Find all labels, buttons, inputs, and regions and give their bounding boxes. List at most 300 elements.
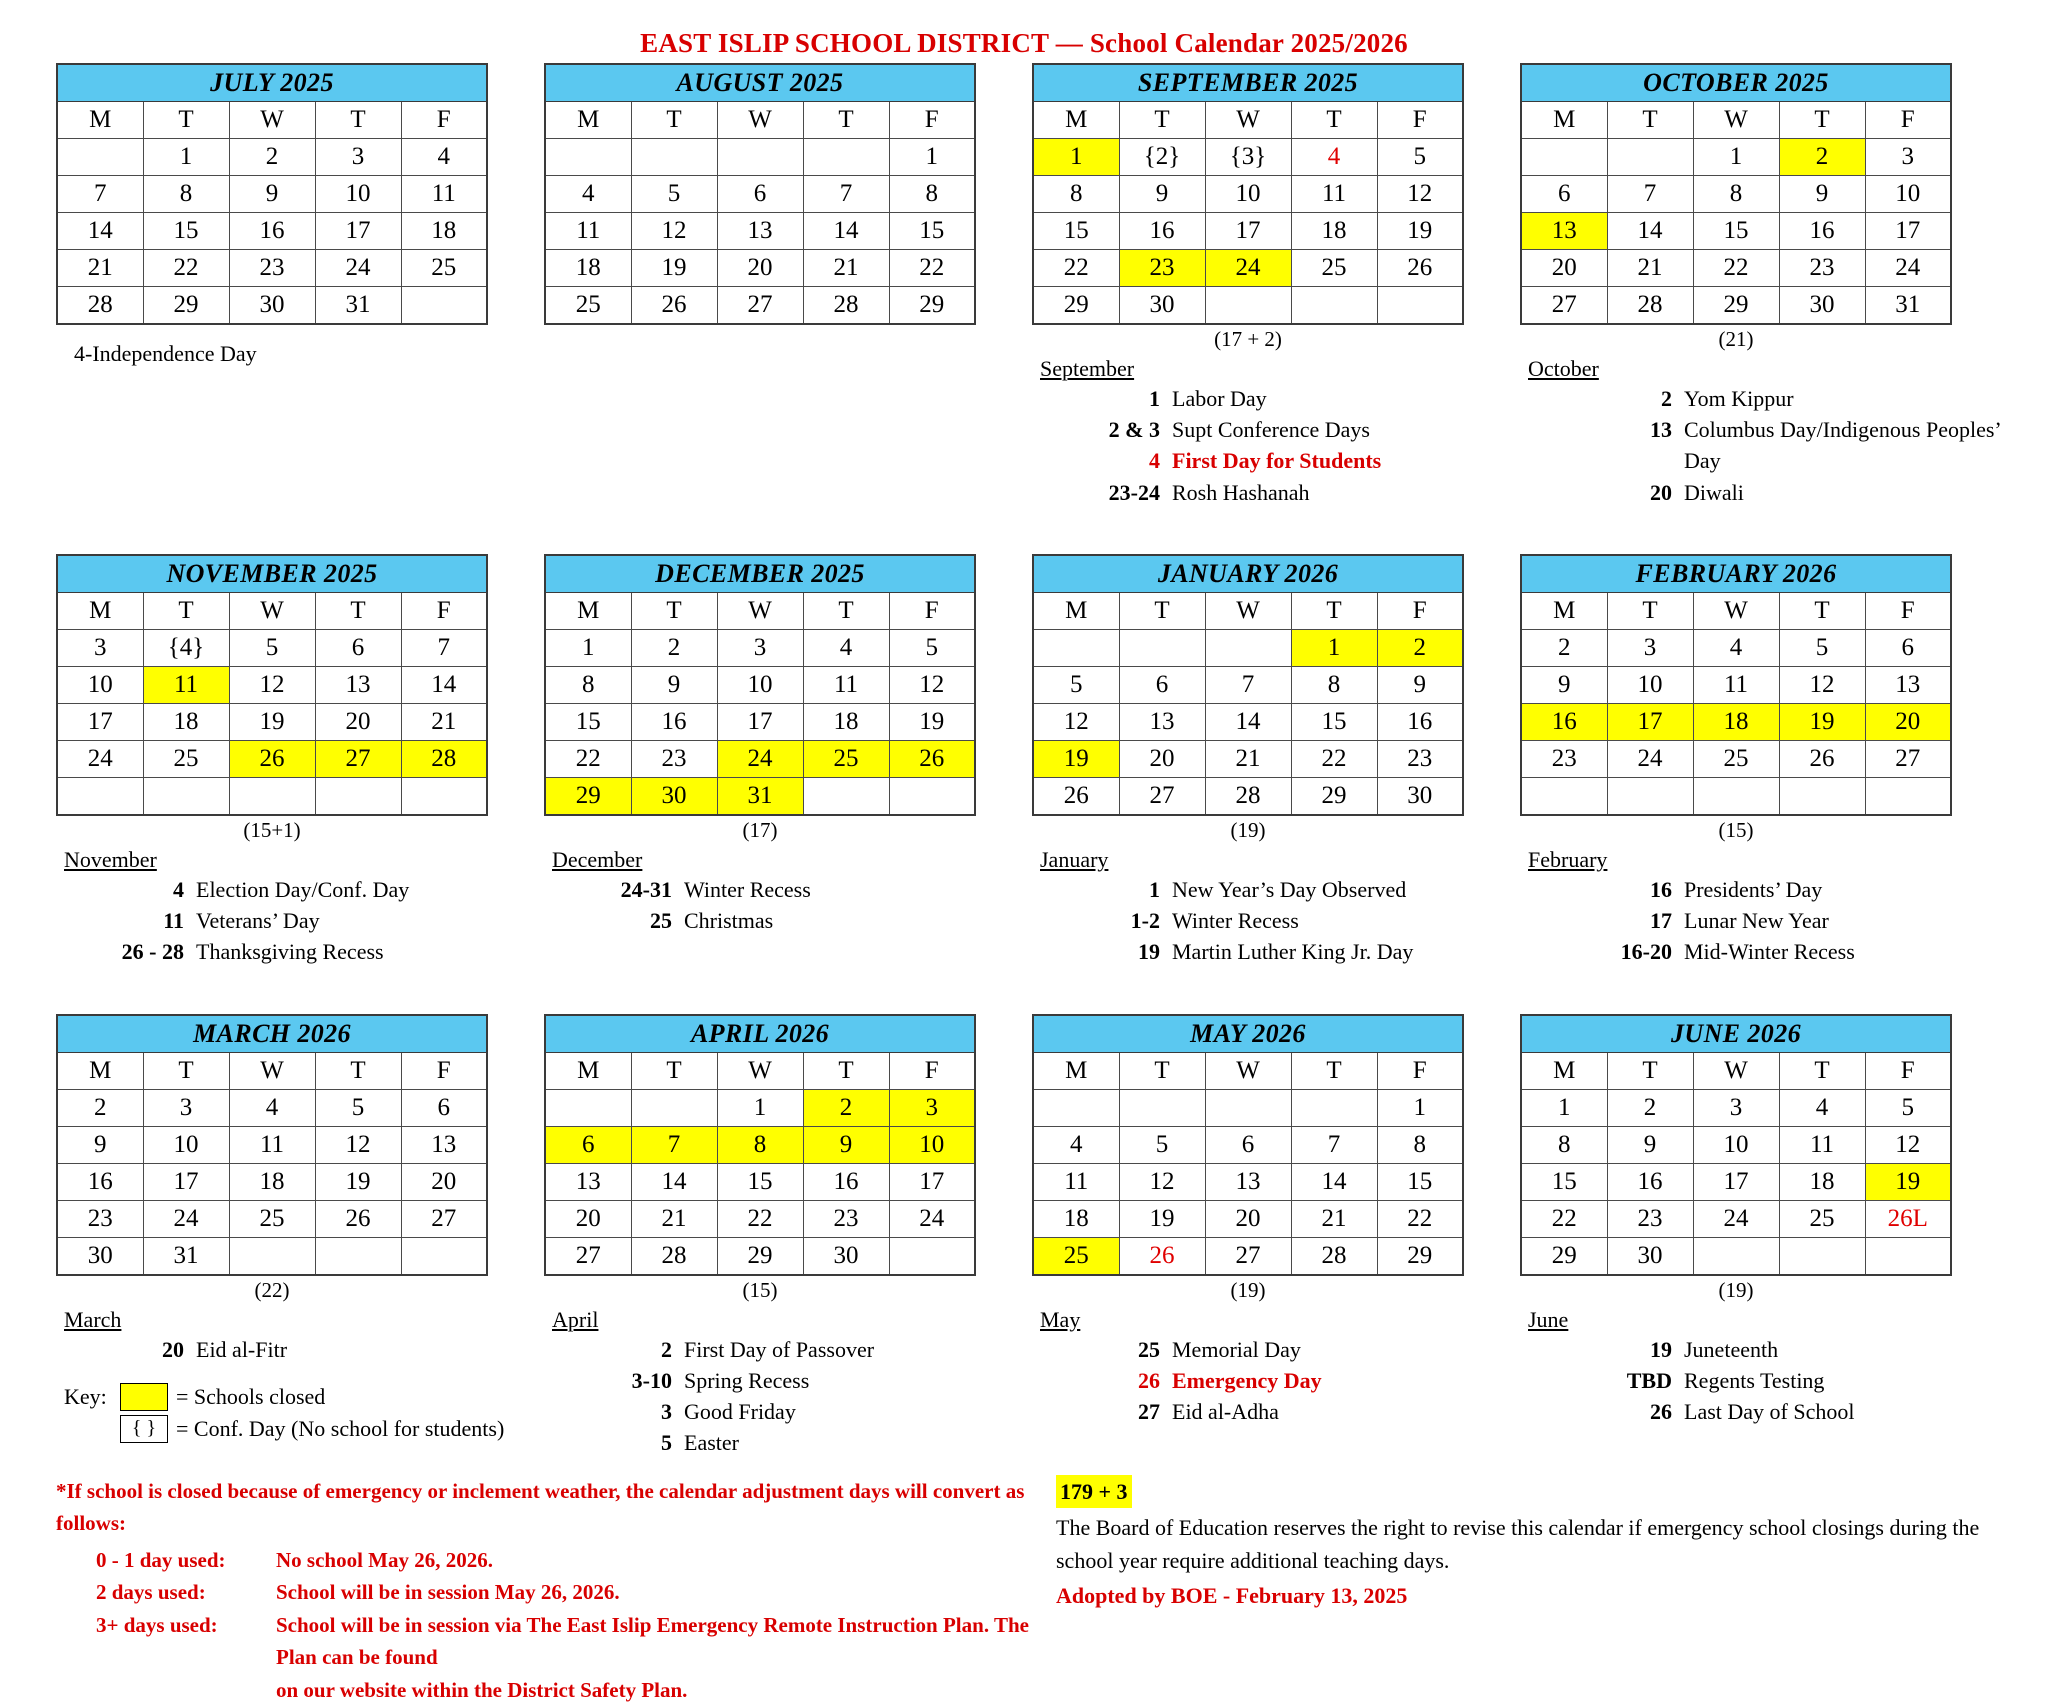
calendar-empty-cell — [1607, 139, 1693, 176]
calendar-day-cell[interactable]: 29 — [1033, 287, 1119, 325]
calendar-day-cell[interactable]: 18 — [1291, 213, 1377, 250]
calendar-week-row — [57, 1237, 487, 1275]
calendar-day-cell[interactable]: 30 — [1779, 287, 1865, 325]
calendar-day-cell[interactable]: 20 — [1205, 1200, 1291, 1237]
month-block-december — [544, 554, 1032, 968]
calendar-day-cell[interactable]: 10 — [1205, 176, 1291, 213]
calendar-day-cell[interactable]: 1 — [1521, 1089, 1607, 1126]
calendar-day-cell[interactable]: 5 — [1865, 1089, 1951, 1126]
note-date: 19 — [1650, 1336, 1672, 1362]
calendar-day-cell[interactable]: 1 — [1033, 139, 1119, 176]
calendar-day-cell[interactable]: 8 — [143, 176, 229, 213]
calendar-day-cell[interactable]: 25 — [229, 1200, 315, 1237]
note-text: Rosh Hashanah — [1172, 479, 1310, 505]
calendar-day-cell[interactable]: 21 — [1291, 1200, 1377, 1237]
calendar-day-cell[interactable]: 10 — [57, 666, 143, 703]
calendar-day-cell[interactable]: 26 — [229, 740, 315, 777]
calendar-day-cell[interactable]: 24 — [717, 740, 803, 777]
calendar-day-cell[interactable]: 11 — [545, 213, 631, 250]
calendar-day-cell[interactable]: 18 — [1693, 703, 1779, 740]
month-title-march: MARCH 2026 — [57, 1015, 487, 1053]
calendar-day-cell[interactable]: 3 — [143, 1089, 229, 1126]
calendar-day-cell[interactable]: 13 — [1205, 1163, 1291, 1200]
calendar-day-cell[interactable]: 21 — [1607, 250, 1693, 287]
calendar-day-cell[interactable]: 5 — [1779, 629, 1865, 666]
calendar-day-cell[interactable]: 2 — [631, 629, 717, 666]
calendar-empty-cell — [1291, 287, 1377, 325]
calendar-day-cell[interactable]: 1 — [1291, 629, 1377, 666]
calendar-day-cell[interactable]: 6 — [1119, 666, 1205, 703]
calendar-day-cell[interactable]: {4} — [143, 629, 229, 666]
calendar-day-cell[interactable]: 19 — [315, 1163, 401, 1200]
calendar-day-cell[interactable]: 3 — [717, 629, 803, 666]
calendar-day-cell[interactable]: 15 — [1693, 213, 1779, 250]
calendar-day-cell[interactable]: 31 — [315, 287, 401, 325]
calendar-day-cell[interactable]: 14 — [1291, 1163, 1377, 1200]
calendar-day-cell[interactable]: 30 — [229, 287, 315, 325]
calendar-day-cell[interactable]: 5 — [1377, 139, 1463, 176]
calendar-day-cell[interactable]: 8 — [889, 176, 975, 213]
calendar-day-cell[interactable]: 9 — [229, 176, 315, 213]
calendar-day-cell[interactable]: 9 — [1779, 176, 1865, 213]
calendar-day-cell[interactable]: 25 — [1779, 1200, 1865, 1237]
calendar-day-cell[interactable]: 25 — [401, 250, 487, 287]
calendar-day-cell[interactable]: 30 — [1119, 287, 1205, 325]
notes-october — [1520, 356, 2008, 508]
calendar-day-cell[interactable]: 10 — [315, 176, 401, 213]
calendar-day-cell[interactable]: 5 — [631, 176, 717, 213]
calendar-day-cell[interactable]: 12 — [889, 666, 975, 703]
calendar-day-cell[interactable]: 7 — [1607, 176, 1693, 213]
calendar-day-cell[interactable]: 14 — [1205, 703, 1291, 740]
calendar-day-cell[interactable]: 25 — [143, 740, 229, 777]
note-line — [1520, 477, 2008, 508]
calendar-day-cell[interactable]: 3 — [57, 629, 143, 666]
calendar-day-cell[interactable]: 19 — [631, 250, 717, 287]
calendar-day-cell[interactable]: 19 — [1033, 740, 1119, 777]
calendar-day-cell[interactable]: 7 — [1291, 1126, 1377, 1163]
calendar-day-cell[interactable]: 7 — [401, 629, 487, 666]
calendar-day-cell[interactable]: {3} — [1205, 139, 1291, 176]
calendar-day-cell[interactable]: 20 — [717, 250, 803, 287]
dow-w: W — [229, 102, 315, 139]
calendar-day-cell[interactable]: 29 — [545, 777, 631, 815]
calendar-day-cell[interactable]: 31 — [1865, 287, 1951, 325]
calendar-day-cell[interactable]: 19 — [1119, 1200, 1205, 1237]
calendar-day-cell[interactable]: 8 — [1377, 1126, 1463, 1163]
calendar-day-cell[interactable]: 27 — [1865, 740, 1951, 777]
calendar-day-cell[interactable]: 22 — [545, 740, 631, 777]
calendar-day-cell[interactable]: 2 — [229, 139, 315, 176]
calendar-day-cell[interactable]: 27 — [717, 287, 803, 325]
calendar-day-cell[interactable]: 22 — [889, 250, 975, 287]
dow-t1: T — [1607, 102, 1693, 139]
calendar-day-cell[interactable]: 9 — [1607, 1126, 1693, 1163]
calendar-day-cell[interactable]: 15 — [545, 703, 631, 740]
calendar-day-cell[interactable]: 13 — [1521, 213, 1607, 250]
calendar-day-cell[interactable]: 16 — [803, 1163, 889, 1200]
calendar-day-cell[interactable]: 16 — [631, 703, 717, 740]
calendar-day-cell[interactable]: 23 — [803, 1200, 889, 1237]
calendar-day-cell[interactable]: 28 — [803, 287, 889, 325]
calendar-day-cell[interactable]: 12 — [1119, 1163, 1205, 1200]
calendar-day-cell[interactable]: 4 — [401, 139, 487, 176]
calendar-day-cell[interactable]: 16 — [229, 213, 315, 250]
calendar-day-cell[interactable]: 4 — [1779, 1089, 1865, 1126]
calendar-day-cell[interactable]: 12 — [631, 213, 717, 250]
calendar-day-cell[interactable]: 12 — [1033, 703, 1119, 740]
calendar-day-cell[interactable]: 14 — [401, 666, 487, 703]
calendar-day-cell[interactable]: 29 — [889, 287, 975, 325]
calendar-day-cell[interactable]: 15 — [1291, 703, 1377, 740]
calendar-day-cell[interactable]: {2} — [1119, 139, 1205, 176]
calendar-day-cell[interactable]: 24 — [889, 1200, 975, 1237]
calendar-day-cell[interactable]: 29 — [143, 287, 229, 325]
calendar-week-row — [1033, 703, 1463, 740]
calendar-day-cell[interactable]: 9 — [1119, 176, 1205, 213]
calendar-day-cell[interactable]: 26 — [1033, 777, 1119, 815]
calendar-table-october — [1520, 63, 1952, 325]
calendar-day-cell[interactable]: 5 — [889, 629, 975, 666]
calendar-day-cell[interactable]: 23 — [1521, 740, 1607, 777]
calendar-day-cell[interactable]: 23 — [1377, 740, 1463, 777]
calendar-day-cell[interactable]: 21 — [401, 703, 487, 740]
calendar-day-cell[interactable]: 12 — [1779, 666, 1865, 703]
calendar-day-cell[interactable]: 25 — [1291, 250, 1377, 287]
calendar-day-cell[interactable]: 31 — [143, 1237, 229, 1275]
calendar-day-cell[interactable]: 15 — [889, 213, 975, 250]
calendar-day-cell[interactable]: 5 — [1119, 1126, 1205, 1163]
calendar-day-cell[interactable]: 14 — [1607, 213, 1693, 250]
dow-w: W — [717, 1052, 803, 1089]
calendar-day-cell[interactable]: 3 — [1865, 139, 1951, 176]
calendar-day-cell[interactable]: 30 — [1377, 777, 1463, 815]
note-line — [56, 936, 544, 967]
calendar-day-cell[interactable]: 6 — [717, 176, 803, 213]
calendar-day-cell[interactable]: 16 — [1377, 703, 1463, 740]
note-line — [544, 1334, 1032, 1365]
calendar-day-cell[interactable]: 24 — [315, 250, 401, 287]
calendar-day-cell[interactable]: 28 — [631, 1237, 717, 1275]
calendar-day-cell[interactable]: 27 — [1521, 287, 1607, 325]
dow-w: W — [1205, 1052, 1291, 1089]
calendar-day-cell[interactable]: 13 — [545, 1163, 631, 1200]
calendar-day-cell[interactable]: 29 — [1377, 1237, 1463, 1275]
calendar-day-cell[interactable]: 4 — [545, 176, 631, 213]
calendar-day-cell[interactable]: 1 — [717, 1089, 803, 1126]
calendar-day-cell[interactable]: 22 — [1291, 740, 1377, 777]
calendar-day-cell[interactable]: 19 — [1865, 1163, 1951, 1200]
calendar-day-cell[interactable]: 20 — [401, 1163, 487, 1200]
calendar-day-cell[interactable]: 30 — [803, 1237, 889, 1275]
calendar-day-cell[interactable]: 7 — [631, 1126, 717, 1163]
calendar-day-cell[interactable]: 19 — [1779, 703, 1865, 740]
calendar-day-cell[interactable]: 11 — [1779, 1126, 1865, 1163]
calendar-day-cell[interactable]: 4 — [1033, 1126, 1119, 1163]
calendar-day-cell[interactable]: 3 — [1693, 1089, 1779, 1126]
calendar-day-cell[interactable]: 23 — [57, 1200, 143, 1237]
calendar-day-cell[interactable]: 11 — [803, 666, 889, 703]
calendar-day-cell[interactable]: 8 — [1291, 666, 1377, 703]
calendar-day-cell[interactable]: 26 — [631, 287, 717, 325]
calendar-day-cell[interactable]: 8 — [1521, 1126, 1607, 1163]
calendar-day-cell[interactable]: 3 — [889, 1089, 975, 1126]
note-text: Juneteenth — [1684, 1336, 1779, 1362]
notes-month-heading: November — [64, 846, 157, 872]
weeks-body — [1521, 139, 1951, 325]
calendar-table-november — [56, 554, 488, 816]
calendar-day-cell[interactable]: 9 — [1377, 666, 1463, 703]
calendar-day-cell[interactable]: 24 — [1865, 250, 1951, 287]
boe-revision-statement: The Board of Education reserves the right to revise this calendar if emergency school closings during the school year require additional teaching days. — [1056, 1514, 1980, 1573]
calendar-day-cell[interactable]: 26 — [1377, 250, 1463, 287]
calendar-day-cell[interactable]: 1 — [889, 139, 975, 176]
calendar-day-cell[interactable]: 16 — [57, 1163, 143, 1200]
footer-section — [0, 1475, 2048, 1706]
calendar-day-cell[interactable]: 2 — [1521, 629, 1607, 666]
calendar-day-cell[interactable]: 25 — [803, 740, 889, 777]
calendar-day-cell[interactable]: 18 — [1779, 1163, 1865, 1200]
calendar-day-cell[interactable]: 18 — [803, 703, 889, 740]
calendar-day-cell[interactable]: 24 — [1607, 740, 1693, 777]
calendar-day-cell[interactable]: 12 — [315, 1126, 401, 1163]
calendar-day-cell[interactable]: 17 — [57, 703, 143, 740]
calendar-day-cell[interactable]: 27 — [1119, 777, 1205, 815]
calendar-day-cell[interactable]: 29 — [717, 1237, 803, 1275]
calendar-day-cell[interactable]: 10 — [717, 666, 803, 703]
calendar-day-cell[interactable]: 4 — [1693, 629, 1779, 666]
calendar-day-cell[interactable]: 30 — [57, 1237, 143, 1275]
dow-m: M — [1033, 1052, 1119, 1089]
calendar-day-cell[interactable]: 24 — [1205, 250, 1291, 287]
calendar-day-cell[interactable]: 17 — [1693, 1163, 1779, 1200]
calendar-day-cell[interactable]: 30 — [631, 777, 717, 815]
calendar-day-cell[interactable]: 2 — [803, 1089, 889, 1126]
day-count-october: (21) — [1718, 327, 1754, 351]
calendar-day-cell[interactable]: 20 — [1119, 740, 1205, 777]
calendar-day-cell[interactable]: 20 — [315, 703, 401, 740]
calendar-day-cell[interactable]: 22 — [1693, 250, 1779, 287]
calendar-day-cell[interactable]: 24 — [143, 1200, 229, 1237]
calendar-day-cell[interactable]: 19 — [229, 703, 315, 740]
calendar-day-cell[interactable]: 1 — [545, 629, 631, 666]
calendar-day-cell[interactable]: 1 — [143, 139, 229, 176]
calendar-day-cell[interactable]: 17 — [717, 703, 803, 740]
calendar-day-cell[interactable]: 23 — [229, 250, 315, 287]
calendar-day-cell[interactable]: 8 — [545, 666, 631, 703]
calendar-day-cell[interactable]: 22 — [1033, 250, 1119, 287]
calendar-day-cell[interactable]: 11 — [143, 666, 229, 703]
calendar-day-cell[interactable]: 22 — [717, 1200, 803, 1237]
calendar-day-cell[interactable]: 3 — [1607, 629, 1693, 666]
calendar-day-cell[interactable]: 22 — [143, 250, 229, 287]
month-block-february — [1520, 554, 2008, 968]
calendar-day-cell[interactable]: 10 — [889, 1126, 975, 1163]
calendar-day-cell[interactable]: 16 — [1521, 703, 1607, 740]
calendar-day-cell[interactable]: 29 — [1693, 287, 1779, 325]
calendar-day-cell[interactable]: 6 — [1521, 176, 1607, 213]
calendar-day-cell[interactable]: 23 — [1119, 250, 1205, 287]
calendar-day-cell[interactable]: 24 — [1693, 1200, 1779, 1237]
calendar-day-cell[interactable]: 18 — [545, 250, 631, 287]
calendar-day-cell[interactable]: 5 — [1033, 666, 1119, 703]
calendar-day-cell[interactable]: 20 — [1521, 250, 1607, 287]
calendar-day-cell[interactable]: 23 — [1779, 250, 1865, 287]
calendar-day-cell[interactable]: 28 — [1607, 287, 1693, 325]
calendar-day-cell[interactable]: 29 — [1291, 777, 1377, 815]
calendar-day-cell[interactable]: 13 — [717, 213, 803, 250]
calendar-empty-cell — [1033, 629, 1119, 666]
calendar-day-cell[interactable]: 16 — [1119, 213, 1205, 250]
calendar-day-cell[interactable]: 5 — [315, 1089, 401, 1126]
calendar-day-cell[interactable]: 28 — [401, 740, 487, 777]
calendar-day-cell[interactable]: 27 — [1205, 1237, 1291, 1275]
calendar-day-cell[interactable]: 18 — [229, 1163, 315, 1200]
calendar-week-row — [545, 629, 975, 666]
calendar-day-cell[interactable]: 6 — [401, 1089, 487, 1126]
calendar-day-cell[interactable]: 23 — [631, 740, 717, 777]
calendar-day-cell[interactable]: 27 — [401, 1200, 487, 1237]
calendar-day-cell[interactable]: 31 — [717, 777, 803, 815]
calendar-day-cell[interactable]: 4 — [803, 629, 889, 666]
calendar-day-cell[interactable]: 15 — [1521, 1163, 1607, 1200]
calendar-day-cell[interactable]: 25 — [545, 287, 631, 325]
calendar-day-cell[interactable]: 27 — [315, 740, 401, 777]
calendar-day-cell[interactable]: 21 — [631, 1200, 717, 1237]
calendar-day-cell[interactable]: 2 — [57, 1089, 143, 1126]
calendar-day-cell[interactable]: 14 — [631, 1163, 717, 1200]
calendar-day-cell[interactable]: 22 — [1377, 1200, 1463, 1237]
calendar-day-cell[interactable]: 11 — [229, 1126, 315, 1163]
calendar-day-cell[interactable]: 30 — [1607, 1237, 1693, 1275]
calendar-day-cell[interactable]: 10 — [1865, 176, 1951, 213]
calendar-day-cell[interactable]: 24 — [57, 740, 143, 777]
calendar-day-cell[interactable]: 6 — [315, 629, 401, 666]
calendar-day-cell[interactable]: 28 — [1205, 777, 1291, 815]
calendar-day-cell[interactable]: 13 — [315, 666, 401, 703]
calendar-day-cell[interactable]: 14 — [803, 213, 889, 250]
calendar-day-cell[interactable]: 12 — [1865, 1126, 1951, 1163]
calendar-day-cell[interactable]: 20 — [1865, 703, 1951, 740]
calendar-day-cell[interactable]: 27 — [545, 1237, 631, 1275]
calendar-day-cell[interactable]: 19 — [889, 703, 975, 740]
calendar-day-cell[interactable]: 18 — [401, 213, 487, 250]
calendar-day-cell[interactable]: 10 — [1607, 666, 1693, 703]
calendar-day-cell[interactable]: 20 — [545, 1200, 631, 1237]
calendar-day-cell[interactable]: 17 — [889, 1163, 975, 1200]
calendar-day-cell[interactable]: 17 — [1865, 213, 1951, 250]
calendar-day-cell[interactable]: 17 — [1607, 703, 1693, 740]
dow-t2: T — [315, 102, 401, 139]
calendar-day-cell[interactable]: 13 — [1119, 703, 1205, 740]
dow-t1: T — [143, 1052, 229, 1089]
calendar-empty-cell — [315, 1237, 401, 1275]
calendar-day-cell[interactable]: 6 — [545, 1126, 631, 1163]
calendar-day-cell[interactable]: 2 — [1377, 629, 1463, 666]
calendar-day-cell[interactable]: 6 — [1205, 1126, 1291, 1163]
calendar-day-cell[interactable]: 17 — [143, 1163, 229, 1200]
calendar-day-cell[interactable]: 8 — [1693, 176, 1779, 213]
calendar-day-cell[interactable]: 1 — [1693, 139, 1779, 176]
calendar-day-cell[interactable]: 10 — [143, 1126, 229, 1163]
calendar-day-cell[interactable]: 16 — [1607, 1163, 1693, 1200]
calendar-day-cell[interactable]: 11 — [1033, 1163, 1119, 1200]
calendar-day-cell[interactable]: 12 — [229, 666, 315, 703]
calendar-day-cell[interactable]: 8 — [1033, 176, 1119, 213]
calendar-day-cell[interactable]: 9 — [803, 1126, 889, 1163]
calendar-day-cell[interactable]: 18 — [1033, 1200, 1119, 1237]
note-date: 25 — [650, 908, 672, 934]
calendar-day-cell[interactable]: 21 — [803, 250, 889, 287]
calendar-day-cell[interactable]: 7 — [57, 176, 143, 213]
month-block-january — [1032, 554, 1520, 968]
calendar-day-cell[interactable]: 29 — [1521, 1237, 1607, 1275]
calendar-day-cell[interactable]: 23 — [1607, 1200, 1693, 1237]
calendar-day-cell[interactable]: 25 — [1693, 740, 1779, 777]
calendar-day-cell[interactable]: 15 — [1033, 213, 1119, 250]
calendar-week-row — [1033, 1126, 1463, 1163]
calendar-day-cell[interactable]: 7 — [1205, 666, 1291, 703]
calendar-day-cell[interactable]: 11 — [1693, 666, 1779, 703]
calendar-day-cell[interactable]: 19 — [1377, 213, 1463, 250]
calendar-day-cell[interactable]: 26 — [1779, 740, 1865, 777]
calendar-day-cell[interactable]: 8 — [717, 1126, 803, 1163]
calendar-day-cell[interactable]: 1 — [1377, 1089, 1463, 1126]
calendar-week-row — [1033, 176, 1463, 213]
calendar-day-cell[interactable]: 14 — [57, 213, 143, 250]
calendar-day-cell[interactable]: 7 — [803, 176, 889, 213]
calendar-day-cell[interactable]: 15 — [143, 213, 229, 250]
calendar-day-cell[interactable]: 6 — [1865, 629, 1951, 666]
calendar-day-cell[interactable]: 11 — [1291, 176, 1377, 213]
calendar-day-cell[interactable]: 10 — [1693, 1126, 1779, 1163]
calendar-day-cell[interactable]: 28 — [1291, 1237, 1377, 1275]
calendar-day-cell[interactable]: 17 — [1205, 213, 1291, 250]
calendar-day-cell[interactable]: 3 — [315, 139, 401, 176]
calendar-week-row — [57, 139, 487, 176]
calendar-day-cell[interactable]: 26 — [889, 740, 975, 777]
calendar-day-cell[interactable]: 9 — [57, 1126, 143, 1163]
calendar-day-cell[interactable]: 13 — [1865, 666, 1951, 703]
calendar-day-cell[interactable]: 5 — [229, 629, 315, 666]
month-title-may: MAY 2026 — [1033, 1015, 1463, 1053]
note-date: 19 — [1138, 939, 1160, 965]
calendar-day-cell[interactable]: 15 — [1377, 1163, 1463, 1200]
calendar-day-cell[interactable]: 11 — [401, 176, 487, 213]
calendar-day-cell[interactable]: 9 — [1521, 666, 1607, 703]
calendar-day-cell[interactable]: 26L — [1865, 1200, 1951, 1237]
calendar-day-cell[interactable]: 22 — [1521, 1200, 1607, 1237]
calendar-day-cell[interactable]: 21 — [1205, 740, 1291, 777]
calendar-day-cell[interactable]: 17 — [315, 213, 401, 250]
calendar-day-cell[interactable]: 13 — [401, 1126, 487, 1163]
calendar-day-cell[interactable]: 26 — [315, 1200, 401, 1237]
calendar-day-cell[interactable]: 4 — [229, 1089, 315, 1126]
calendar-day-cell[interactable]: 2 — [1607, 1089, 1693, 1126]
calendar-day-cell[interactable]: 4 — [1291, 139, 1377, 176]
calendar-day-cell[interactable]: 18 — [143, 703, 229, 740]
calendar-day-cell[interactable]: 2 — [1779, 139, 1865, 176]
calendar-day-cell[interactable]: 16 — [1779, 213, 1865, 250]
calendar-day-cell[interactable]: 12 — [1377, 176, 1463, 213]
calendar-day-cell[interactable]: 25 — [1033, 1237, 1119, 1275]
calendar-day-cell[interactable]: 15 — [717, 1163, 803, 1200]
calendar-day-cell[interactable]: 9 — [631, 666, 717, 703]
calendar-day-cell[interactable]: 28 — [57, 287, 143, 325]
calendar-week-row — [1033, 740, 1463, 777]
calendar-day-cell[interactable]: 26 — [1119, 1237, 1205, 1275]
calendar-day-cell[interactable]: 21 — [57, 250, 143, 287]
